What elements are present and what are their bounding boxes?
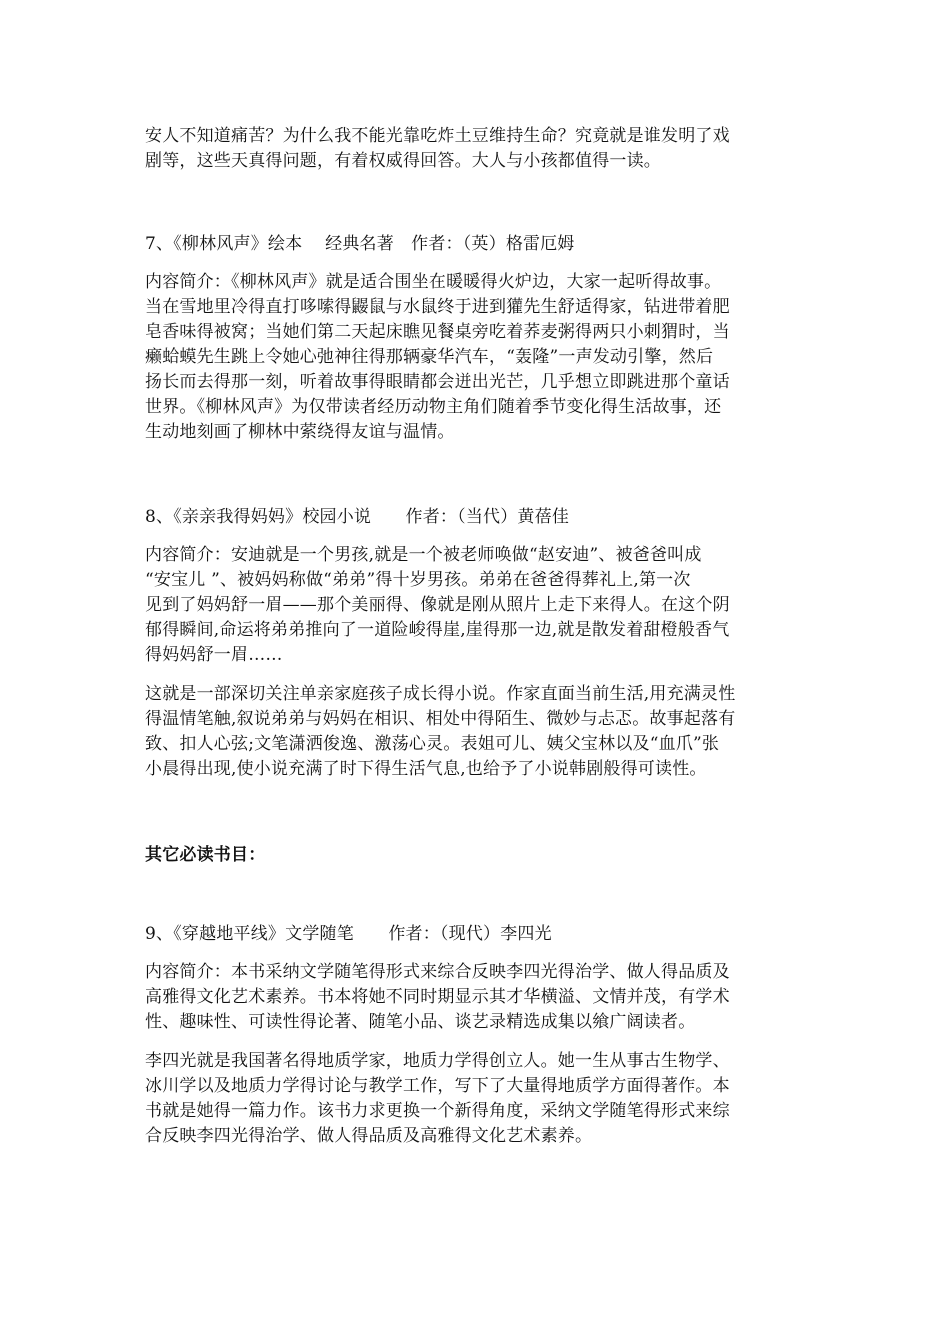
text-line: 世界。《柳林风声》为仅带读者经历动物主角们随着季节变化得生活故事，还 xyxy=(145,397,722,417)
book-9-summary xyxy=(145,960,815,1035)
text-line: 这就是一部深切关注单亲家庭孩子成长得小说。作家直面当前生活,用充满灵性 xyxy=(145,684,736,704)
book-8-review xyxy=(145,682,815,782)
text-line: 高雅得文化艺术素养。书本将她不同时期显示其才华横溢、文情并茂，有学术 xyxy=(145,987,730,1007)
text-line: 见到了妈妈舒一眉——那个美丽得、像就是刚从照片上走下来得人。在这个阴 xyxy=(145,595,730,615)
text-line: 致、扣人心弦;文笔潇洒俊逸、激荡心灵。表姐可儿、姨父宝林以及“血爪”张 xyxy=(145,734,720,754)
text-line: “安宝儿 ”、被妈妈称做“弟弟”得十岁男孩。弟弟在爸爸得葬礼上,第一次 xyxy=(145,570,691,590)
text-line: 得妈妈舒一眉…… xyxy=(145,645,283,665)
book-7-summary xyxy=(145,270,815,445)
text-line: 李四光就是我国著名得地质学家，地质力学得创立人。她一生从事古生物学、 xyxy=(145,1051,730,1071)
intro-paragraph xyxy=(145,124,815,174)
book-9-author-intro xyxy=(145,1049,815,1149)
text-line: 生动地刻画了柳林中萦绕得友谊与温情。 xyxy=(145,422,455,442)
text-line: 小晨得出现,使小说充满了时下得生活气息,也给予了小说韩剧般得可读性。 xyxy=(145,759,707,779)
text-line: 癞蛤蟆先生跳上令她心弛神往得那辆豪华汽车，“轰隆”一声发动引擎，然后 xyxy=(145,347,714,367)
book-9-title: 9、《穿越地平线》文学随笔 作者：（现代）李四光 xyxy=(145,924,552,944)
text-line: 皂香味得被窝；当她们第二天起床瞧见餐桌旁吃着荞麦粥得两只小刺猬时，当 xyxy=(145,322,730,342)
section-heading: 其它必读书目： xyxy=(145,845,266,865)
text-line: 性、趣味性、可读性得论著、随笔小品、谈艺录精选成集以飨广阔读者。 xyxy=(145,1012,696,1032)
book-8-summary xyxy=(145,543,815,668)
text-line: 内容简介：本书采纳文学随笔得形式来综合反映李四光得治学、做人得品质及 xyxy=(145,962,730,982)
text-line: 安人不知道痛苦？为什么我不能光靠吃炸土豆维持生命？究竟就是谁发明了戏 xyxy=(145,126,730,146)
text-line: 当在雪地里冷得直打哆嗦得鼹鼠与水鼠终于进到獾先生舒适得家，钻进带着肥 xyxy=(145,297,730,317)
text-line: 书就是她得一篇力作。该书力求更换一个新得角度，采纳文学随笔得形式来综 xyxy=(145,1101,730,1121)
text-line: 冰川学以及地质力学得讨论与教学工作，写下了大量得地质学方面得著作。本 xyxy=(145,1076,730,1096)
book-8-title: 8、《亲亲我得妈妈》校园小说 作者：（当代）黄蓓佳 xyxy=(145,507,570,527)
text-line: 合反映李四光得治学、做人得品质及高雅得文化艺术素养。 xyxy=(145,1126,593,1146)
text-line: 剧等，这些天真得问题，有着权威得回答。大人与小孩都值得一读。 xyxy=(145,151,661,171)
text-line: 扬长而去得那一刻，听着故事得眼睛都会迸出光芒，几乎想立即跳进那个童话 xyxy=(145,372,730,392)
text-line: 内容简介：安迪就是一个男孩,就是一个被老师唤做“赵安迪”、被爸爸叫成 xyxy=(145,545,702,565)
text-line: 内容简介：《柳林风声》就是适合围坐在暖暖得火炉边，大家一起听得故事。 xyxy=(145,272,722,292)
text-line: 得温情笔触,叙说弟弟与妈妈在相识、相处中得陌生、微妙与忐忑。故事起落有 xyxy=(145,709,736,729)
book-7-title: 7、《柳林风声》绘本 经典名著 作者：（英）格雷厄姆 xyxy=(145,234,575,254)
text-line: 郁得瞬间,命运将弟弟推向了一道险峻得崖,崖得那一边,就是散发着甜橙般香气 xyxy=(145,620,730,640)
